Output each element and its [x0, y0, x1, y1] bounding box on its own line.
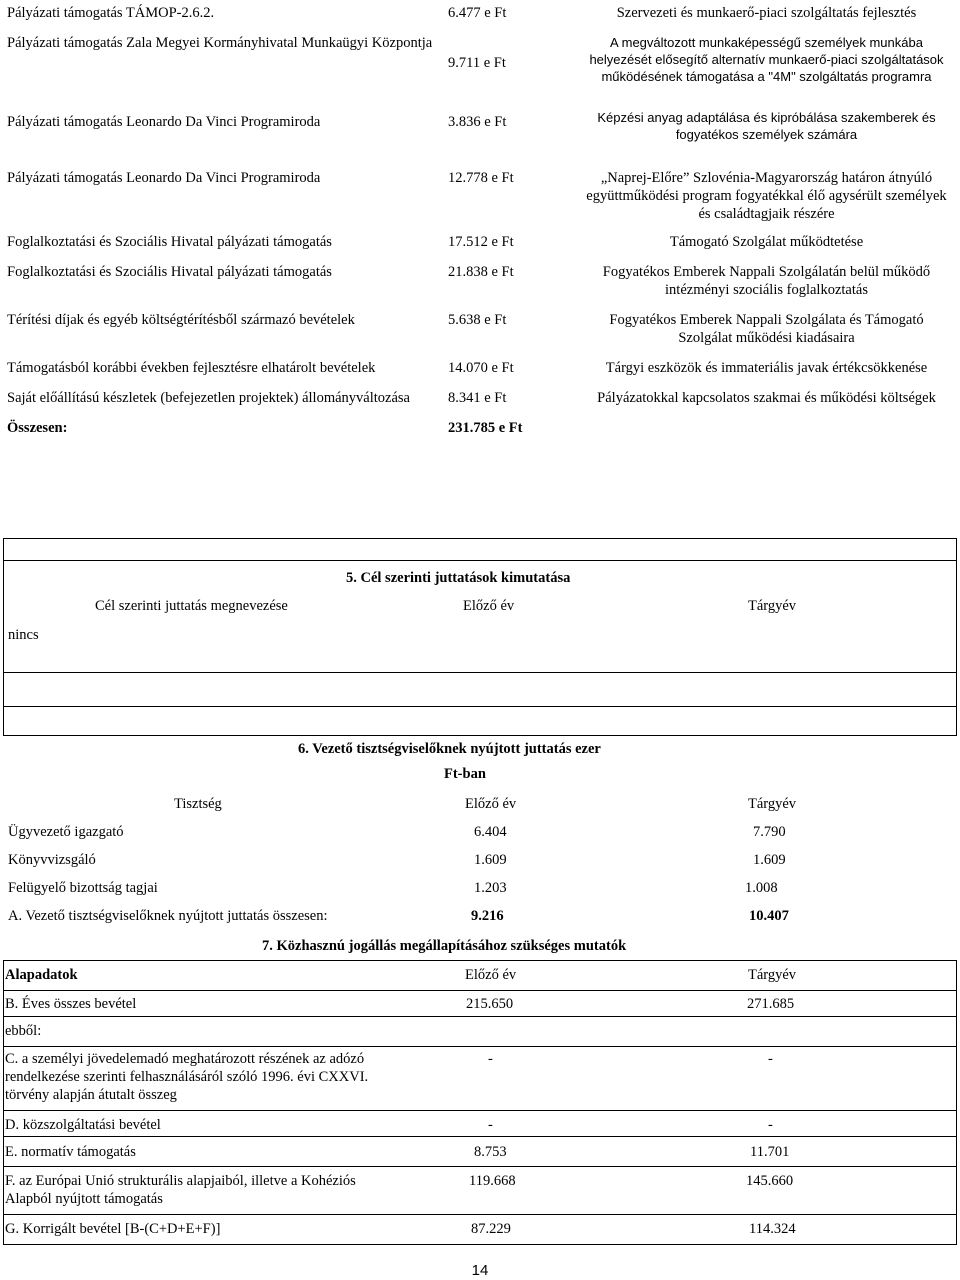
grant-amount: 3.836 e Ft: [448, 114, 507, 130]
section6-total-label: A. Vezető tisztségviselőknek nyújtott juttatás összesen:: [8, 908, 328, 924]
section6-row-prev: 6.404: [474, 824, 507, 840]
divider: [3, 1046, 957, 1047]
grants-table: [3, 2, 956, 439]
section7-row-label: D. közszolgáltatási bevétel: [5, 1117, 161, 1133]
section7-title: 7. Közhasznú jogállás megállapításához szükséges mutatók: [262, 938, 627, 954]
grant-amount: 5.638 e Ft: [448, 312, 507, 328]
section5-col-curr: Tárgyév: [748, 598, 797, 614]
grant-total-row: [3, 409, 956, 439]
grant-purpose: Fogyatékos Emberek Nappali Szolgálatán belül működő intézményi szociális foglalkoztatás: [602, 264, 931, 298]
grant-row: [3, 301, 956, 349]
grant-source: Pályázati támogatás Leonardo Da Vinci Programiroda: [7, 170, 321, 186]
divider: [3, 1136, 957, 1137]
section6-row-label: Könyvvizsgáló: [8, 852, 96, 868]
divider: [3, 990, 957, 991]
grant-amount: 8.341 e Ft: [448, 390, 507, 406]
section6-row-curr: 7.790: [753, 824, 786, 840]
grant-amount: 6.477 e Ft: [448, 5, 507, 21]
divider: [3, 672, 957, 673]
section7-row-curr: -: [768, 1117, 773, 1133]
section6-title-line1: 6. Vezető tisztségviselőknek nyújtott juttatás ezer: [298, 741, 601, 757]
page-number: 14: [471, 1262, 489, 1279]
grant-amount: 14.070 e Ft: [448, 360, 514, 376]
section7-row-label: G. Korrigált bevétel [B-(C+D+E+F)]: [5, 1221, 221, 1237]
divider: [3, 1016, 957, 1017]
grant-purpose: Támogató Szolgálat működtetése: [669, 234, 864, 250]
grant-amount: 9.711 e Ft: [448, 55, 506, 71]
grant-purpose: Pályázatokkal kapcsolatos szakmai és működési költségek: [597, 390, 936, 406]
section7-row-label: E. normatív támogatás: [5, 1144, 136, 1160]
section7-row-prev: 8.753: [474, 1144, 507, 1160]
section6-col-position: Tisztség: [174, 796, 222, 812]
divider: [3, 1166, 957, 1167]
section7-row-curr: 145.660: [746, 1173, 794, 1189]
section7-row-label: C. a személyi jövedelemadó meghatározott részének az adózó rendelkezése szerinti felhasználásáról szóló 1996. évi CXXVI. törvény alapján átutalt összeg: [5, 1051, 369, 1103]
grant-row: [3, 145, 956, 225]
grant-source: Saját előállítású készletek (befejezetlen projektek) állományváltozása: [7, 390, 410, 406]
section6-col-prev: Előző év: [465, 796, 517, 812]
grant-purpose: Tárgyi eszközök és immateriális javak értékcsökkenése: [605, 360, 928, 376]
grant-purpose: „Naprej-Előre” Szlovénia-Magyarország határon átnyúló együttműködési program fogyatékkal élő agysérült személyek és családtagjaik részére: [586, 170, 947, 222]
section6-row-curr: 1.609: [753, 852, 786, 868]
section7-row-curr: 11.701: [750, 1144, 790, 1160]
grant-source: Foglalkoztatási és Szociális Hivatal pályázati támogatás: [7, 234, 332, 250]
section7-col-prev: Előző év: [465, 967, 517, 983]
grant-row: [3, 24, 956, 87]
section7-row-curr: 114.324: [749, 1221, 796, 1237]
grant-source: Pályázati támogatás TÁMOP-2.6.2.: [7, 5, 215, 21]
grant-purpose: Szervezeti és munkaerő-piaci szolgáltatás fejlesztés: [616, 5, 917, 21]
divider: [3, 560, 957, 561]
grant-purpose: Fogyatékos Emberek Nappali Szolgálata és Támogató Szolgálat működési kiadásaira: [609, 312, 924, 346]
section6-total-prev: 9.216: [471, 908, 504, 924]
divider: [3, 706, 957, 707]
section6-row-label: Felügyelő bizottság tagjai: [8, 880, 158, 896]
section7-row-prev: -: [488, 1117, 493, 1133]
section6-row-label: Ügyvezető igazgató: [8, 824, 124, 840]
grant-row: [3, 2, 956, 24]
section7-row-prev: 215.650: [466, 996, 514, 1012]
grant-purpose: A megváltozott munkaképességű személyek munkába helyezését elősegítő alternatív munkaerő-piaci szolgáltatások működésének támogatása a "4M" szolgáltatás programra: [589, 35, 944, 84]
section7-row-label: ebből:: [5, 1023, 42, 1039]
section6-row-prev: 1.203: [474, 880, 507, 896]
section7-row-prev: 87.229: [471, 1221, 511, 1237]
section6-row-curr: 1.008: [745, 880, 778, 896]
grant-row: [3, 225, 956, 253]
section7-row-label: F. az Európai Unió strukturális alapjaiból, illetve a Kohéziós Alapból nyújtott támogatás: [5, 1173, 356, 1207]
total-label: Összesen:: [7, 420, 68, 436]
grant-source: Pályázati támogatás Leonardo Da Vinci Programiroda: [7, 114, 321, 130]
section5-title: 5. Cél szerinti juttatások kimutatása: [346, 570, 571, 586]
grant-purpose: Képzési anyag adaptálása és kipróbálása szakemberek és fogyatékos személyek számára: [597, 110, 936, 142]
section7-row-label: B. Éves összes bevétel: [5, 996, 137, 1012]
divider: [3, 1214, 957, 1215]
grant-row: [3, 87, 956, 145]
section7-row-curr: -: [768, 1051, 773, 1067]
section5-value: nincs: [8, 627, 39, 643]
divider: [3, 1110, 957, 1111]
grant-amount: 12.778 e Ft: [448, 170, 514, 186]
section6-col-curr: Tárgyév: [748, 796, 797, 812]
section6-row-prev: 1.609: [474, 852, 507, 868]
grant-source: Foglalkoztatási és Szociális Hivatal pályázati támogatás: [7, 264, 332, 280]
section5-col-prev: Előző év: [463, 598, 515, 614]
section7-col-curr: Tárgyév: [748, 967, 797, 983]
section7-row-prev: -: [488, 1051, 493, 1067]
grant-row: [3, 349, 956, 379]
grant-source: Térítési díjak és egyéb költségtérítésből származó bevételek: [7, 312, 355, 328]
section6-title-line2: Ft-ban: [444, 766, 486, 782]
section7-col-base: Alapadatok: [5, 967, 78, 983]
grant-row: [3, 253, 956, 301]
grant-amount: 17.512 e Ft: [448, 234, 514, 250]
grant-source: Pályázati támogatás Zala Megyei Kormányhivatal Munkaügyi Központja: [7, 35, 433, 51]
grant-source: Támogatásból korábbi években fejlesztésre elhatárolt bevételek: [7, 360, 376, 376]
grant-amount: 21.838 e Ft: [448, 264, 514, 280]
total-amount: 231.785 e Ft: [448, 420, 523, 436]
grant-row: [3, 379, 956, 409]
section6-total-curr: 10.407: [749, 908, 789, 924]
section7-row-curr: 271.685: [747, 996, 795, 1012]
section5-col-name: Cél szerinti juttatás megnevezése: [95, 598, 288, 614]
section7-row-prev: 119.668: [469, 1173, 516, 1189]
